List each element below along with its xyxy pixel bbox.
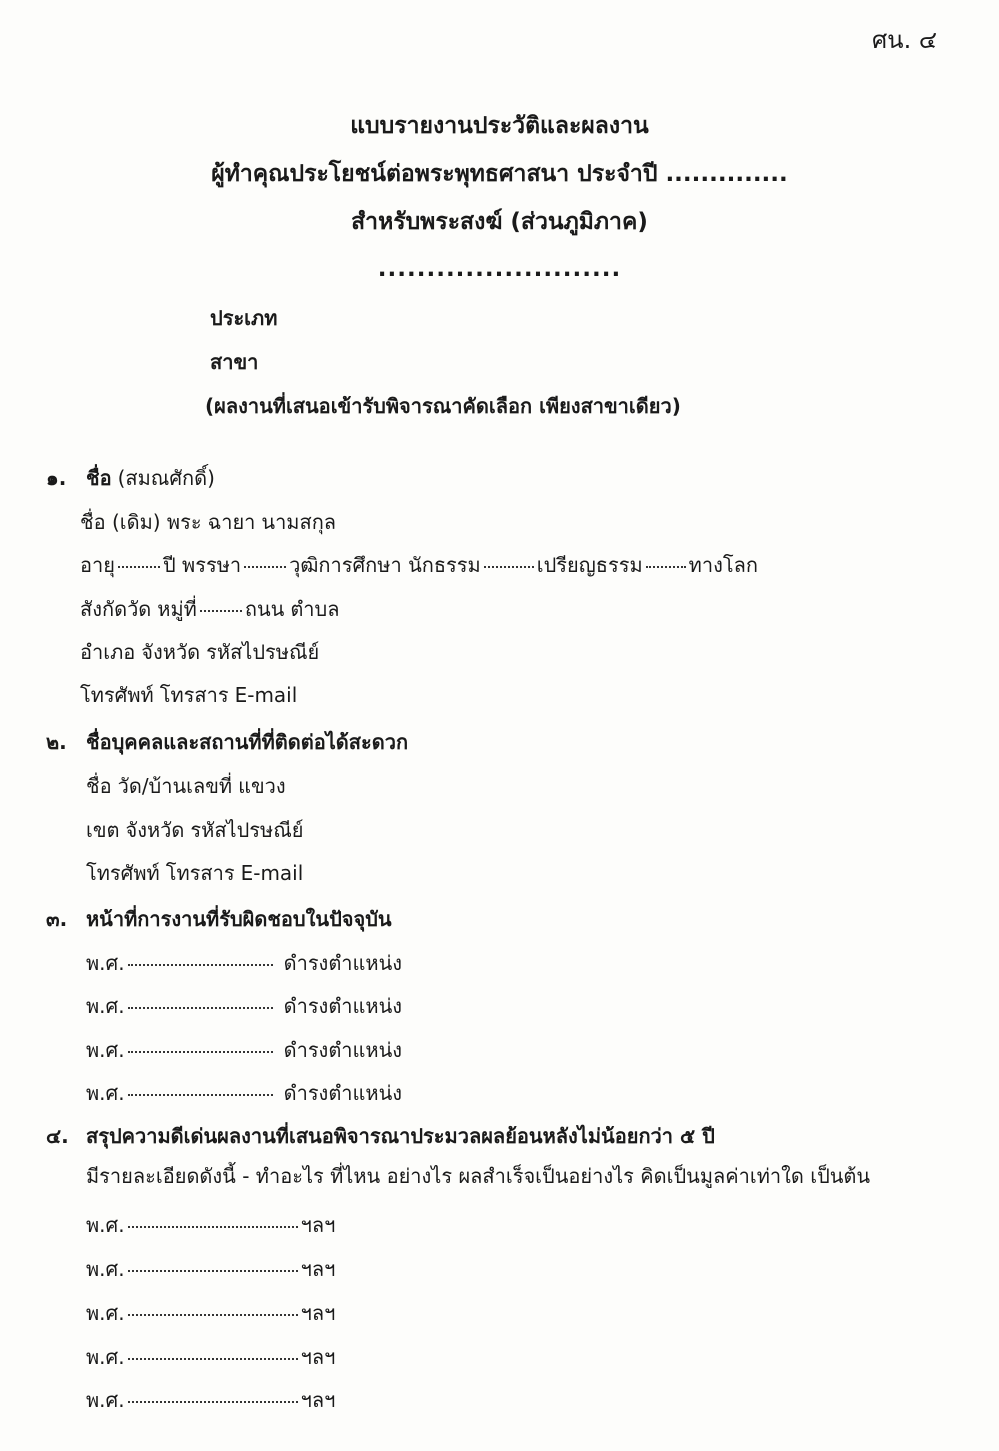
s2-province-label: จังหวัด [125,818,185,842]
type-row [210,302,715,334]
s1-age-row [80,549,935,581]
category-note: (ผลงานที่เสนอเข้ารับพิจารณาคัดเลือก เพียงสาขาเดียว) [205,394,681,418]
s4-heading [46,1120,936,1152]
s2-fax-label: โทรสาร [165,861,235,885]
s4-year-label: พ.ศ. [86,1213,125,1237]
section-4-number: ๔. [46,1124,69,1148]
s1-secular-label: ทางโลก [688,553,758,577]
section-2-number: ๒. [46,730,67,754]
s3-year-label: พ.ศ. [86,1081,125,1105]
s2-address-label: วัด/บ้านเลขที่ [117,774,233,798]
s1-naktham-field[interactable] [484,566,534,568]
s3-year-field[interactable] [128,964,273,966]
s3-row [86,1077,938,1109]
section-1-number: ๑. [46,466,67,490]
s1-name-sub: (สมณศักดิ์) [117,466,215,490]
branch-row [210,346,715,378]
s1-village-label: หมู่ที่ [157,597,197,621]
s3-year-label: พ.ศ. [86,1038,125,1062]
s1-phone-label: โทรศัพท์ [80,683,154,707]
s2-phone-label: โทรศัพท์ [86,861,160,885]
branch-label: สาขา [210,350,259,374]
s1-road-label: ถนน [244,597,285,621]
s3-heading [46,903,936,935]
s3-year-field[interactable] [128,1051,273,1053]
section-2-title: ชื่อบุคคลและสถานที่ที่ติดต่อได้สะดวก [86,730,409,754]
form-code: ศน. ๔ [871,26,937,54]
s3-row [86,990,938,1022]
s2-name-row [86,770,936,802]
s2-postal-label: รหัสไปรษณีย์ [190,818,304,842]
s1-surname-label: นามสกุล [261,510,337,534]
s2-khet-row [86,814,936,846]
title-line-2: ผู้ทำคุณประโยชน์ต่อพระพุทธศาสนา ประจำปี .............. [211,161,788,187]
type-label: ประเภท [210,306,278,330]
s2-email-label: E-mail [240,861,304,885]
s4-year-field[interactable] [128,1358,298,1360]
s4-year-label: พ.ศ. [86,1388,125,1412]
s1-temple-label: สังกัดวัด [80,597,152,621]
s1-name-row [46,462,936,494]
s1-email-label: E-mail [234,683,298,707]
s4-year-label: พ.ศ. [86,1301,125,1325]
s4-row [86,1209,938,1241]
s1-district-row [80,636,935,668]
s3-year-field[interactable] [128,1094,273,1096]
s3-year-label: พ.ศ. [86,951,125,975]
s2-khet-label: เขต [86,818,120,842]
s1-edu-label: วุฒิการศึกษา นักธรรม [289,553,481,577]
s1-phone-row [80,679,935,711]
s1-pali-label: เปรียญธรรม [536,553,643,577]
s1-district-label: อำเภอ [80,640,136,664]
s1-pali-field[interactable] [646,566,686,568]
s2-heading [46,726,936,758]
section-3-title: หน้าที่การงานที่รับผิดชอบในปัจจุบัน [86,907,392,931]
s3-year-label: พ.ศ. [86,994,125,1018]
s4-row [86,1384,938,1416]
title-line-4: ......................... [377,256,622,282]
s4-year-label: พ.ศ. [86,1345,125,1369]
s4-row [86,1297,938,1329]
s4-year-label: พ.ศ. [86,1257,125,1281]
s3-row [86,947,938,979]
s3-position-label: ดำรงตำแหน่ง [283,1038,403,1062]
s1-orig-name-label: ชื่อ (เดิม) พระ [80,510,202,534]
section-4-title: สรุปความดีเด่นผลงานที่เสนอพิจารณาประมวลผลย้อนหลังไม่น้อยกว่า ๕ ปี [86,1124,715,1148]
section-4-detail: มีรายละเอียดดังนี้ - ทำอะไร ที่ไหน อย่างไร ผลสำเร็จเป็นอย่างไร คิดเป็นมูลค่าเท่าใด เป็นต้น [86,1164,871,1188]
s1-orig-name-row [80,506,935,538]
s4-etc-label: ฯลฯ [300,1213,336,1237]
s4-etc-label: ฯลฯ [300,1345,336,1369]
s4-row [86,1253,938,1285]
s4-year-field[interactable] [128,1401,298,1403]
title-line-3: สำหรับพระสงฆ์ (ส่วนภูมิภาค) [351,209,648,235]
s3-row [86,1034,938,1066]
s4-year-field[interactable] [128,1270,298,1272]
s1-age-field[interactable] [118,566,160,568]
s2-phone-row [86,857,936,889]
title-line-1: แบบรายงานประวัติและผลงาน [350,113,649,139]
section-3-number: ๓. [46,907,68,931]
s1-province-label: จังหวัด [141,640,201,664]
s4-etc-label: ฯลฯ [300,1301,336,1325]
s4-year-field[interactable] [128,1314,298,1316]
s2-khwaeng-label: แขวง [238,774,286,798]
s1-alias-label: ฉายา [207,510,256,534]
s3-position-label: ดำรงตำแหน่ง [283,1081,403,1105]
s1-fax-label: โทรสาร [159,683,229,707]
s2-name-label: ชื่อ [86,774,112,798]
s1-postal-label: รหัสไปรษณีย์ [206,640,320,664]
s1-years-field[interactable] [244,566,286,568]
s4-etc-label: ฯลฯ [300,1257,336,1281]
s1-age-label: อายุ [80,553,115,577]
s3-position-label: ดำรงตำแหน่ง [283,951,403,975]
s1-name-label: ชื่อ [86,466,112,490]
s1-village-field[interactable] [200,610,242,612]
s4-etc-label: ฯลฯ [300,1388,336,1412]
s1-temple-row [80,593,935,625]
s4-year-field[interactable] [128,1226,298,1228]
s4-row [86,1341,938,1373]
s3-year-field[interactable] [128,1007,273,1009]
s1-years-label: ปี พรรษา [162,553,242,577]
s3-position-label: ดำรงตำแหน่ง [283,994,403,1018]
s1-subdistrict-label: ตำบล [290,597,340,621]
